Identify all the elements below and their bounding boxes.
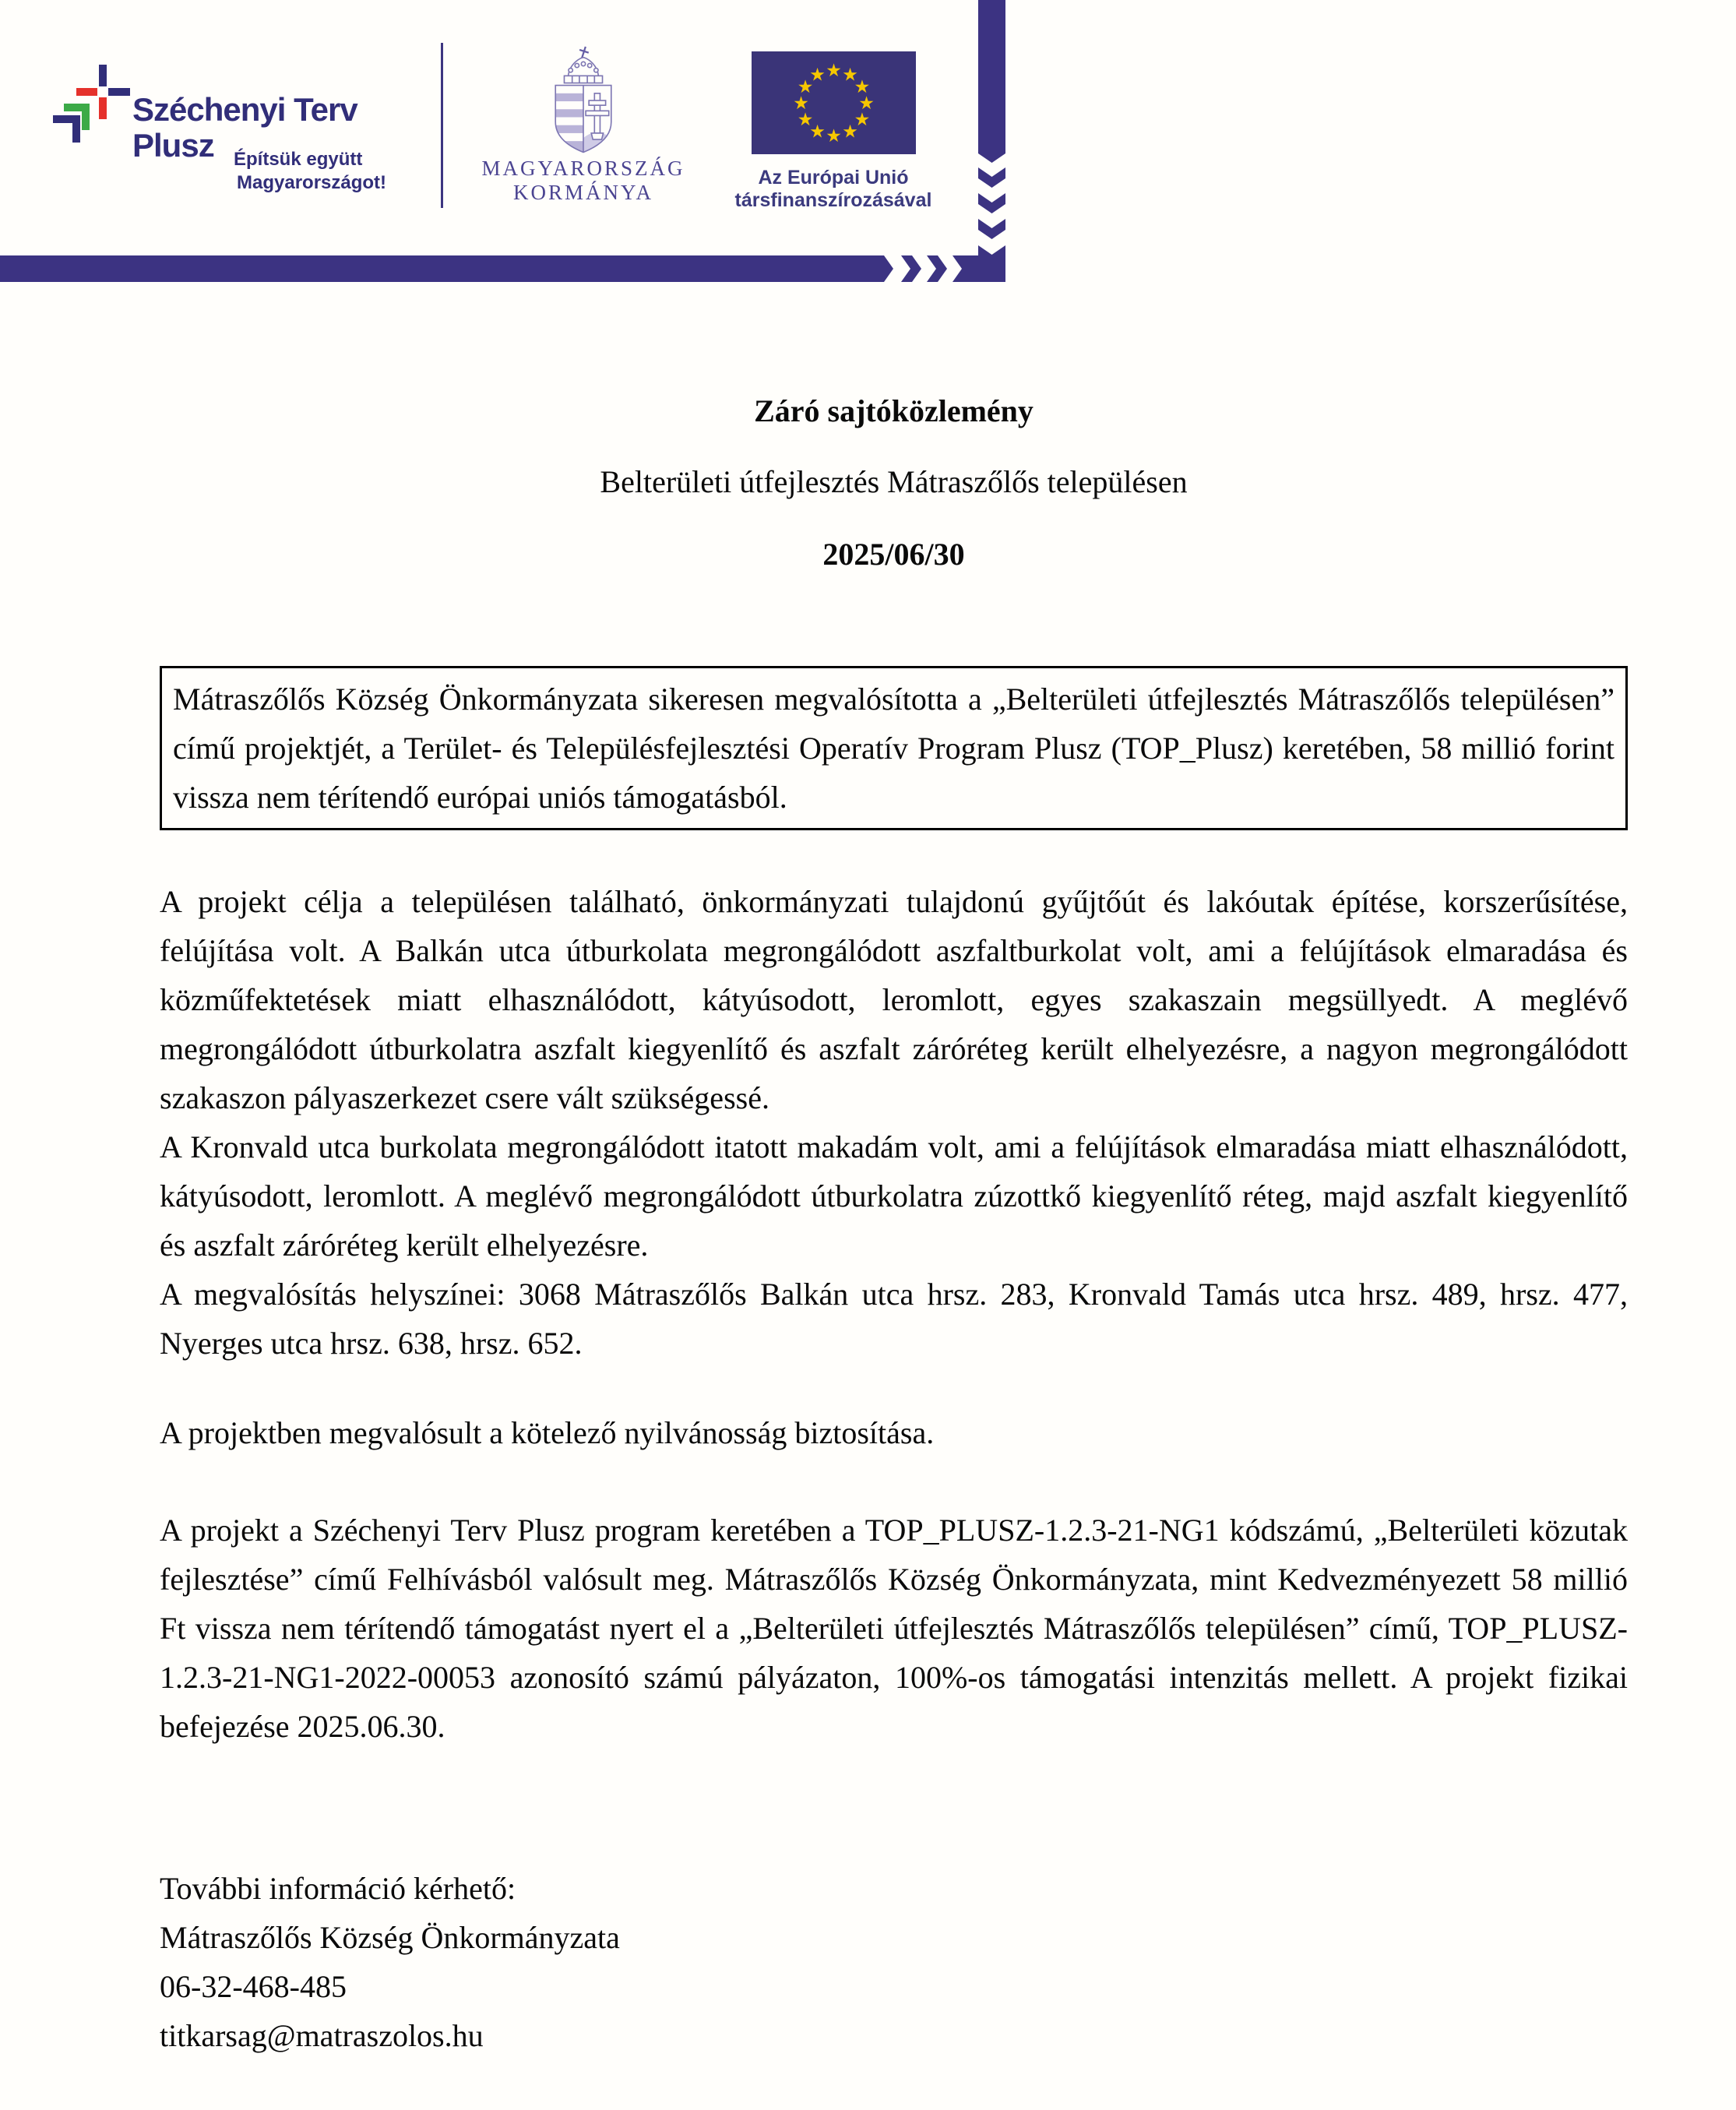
szechenyi-tagline-line1: Építsük együtt [234, 149, 363, 170]
svg-text:★: ★ [797, 110, 813, 130]
szechenyi-logo-icon [53, 65, 131, 143]
contact-phone: 06-32-468-485 [160, 1969, 347, 2004]
svg-text:★: ★ [841, 65, 858, 86]
eu-flag-icon [752, 51, 916, 154]
body-paragraph-1: A projekt célja a településen található, önkormányzati tulajdonú gyűjtőút és lakóutak építése, korszerűsítése, felújítása volt. A Balkán utca útburkolata megrongálódott aszfaltburkolat volt, ami a felújítások elmaradása és közműfektetések miatt elhasználódott, kátyúsodott, leromlott, egyes szakaszain megsüllyedt. A meglévő megrongálódott útburkolatra aszfalt kiegyenlítő és aszfalt záróréteg került elhelyezésre, a nagyon megrongálódott szakaszon pályaszerkezet csere vált szükségessé. [160, 884, 1628, 1115]
svg-text:★: ★ [854, 77, 870, 97]
svg-text:★: ★ [854, 110, 870, 130]
document-subtitle: Belterületi útfejlesztés Mátraszőlős településen [600, 464, 1188, 499]
eu-text-line2: társfinanszírozásával [734, 189, 932, 211]
press-release-content [160, 386, 1628, 2060]
header-logos [0, 0, 1736, 312]
contact-organization: Mátraszőlős Község Önkormányzata [160, 1920, 620, 1955]
eu-text-line1: Az Európai Unió [758, 167, 909, 188]
hungary-coat-of-arms-icon [548, 43, 619, 157]
szechenyi-tagline-line2: Magyarországot! [237, 172, 387, 193]
svg-text:★: ★ [825, 126, 842, 146]
lead-boxed-paragraph: Mátraszőlős Község Önkormányzata sikeresen megvalósította a „Belterületi útfejlesztés Mátraszőlős településen” című projektjét, a Terület- és Településfejlesztési Operatív Program Plusz (TOP_Plusz) keretében, 58 millió forint vissza nem térítendő európai uniós támogatásból. [160, 666, 1628, 830]
svg-text:★: ★ [841, 122, 858, 143]
body-paragraph-2: A Kronvald utca burkolata megrongálódott itatott makadám volt, ami a felújítások elmaradása miatt elhasználódott, kátyúsodott, leromlott. A meglévő megrongálódott útburkolatra zúzottkő kiegyenlítő réteg, majd aszfalt kiegyenlítő és aszfalt záróréteg került elhelyezésre. [160, 1129, 1628, 1263]
header-divider [441, 43, 443, 208]
government-line2: KORMÁNYA [512, 181, 653, 204]
government-logo-text [470, 157, 696, 205]
svg-text:★: ★ [808, 65, 826, 86]
svg-text:★: ★ [857, 93, 875, 114]
eu-cofinancing-text [720, 167, 946, 212]
svg-text:★: ★ [825, 61, 842, 81]
eu-cofinancing-logo [720, 51, 946, 212]
body-paragraph-4: A projektben megvalósult a kötelező nyilvánosság biztosítása. [160, 1415, 935, 1450]
body-paragraph-3: A megvalósítás helyszínei: 3068 Mátraszőlős Balkán utca hrsz. 283, Kronvald Tamás utca hrsz. 489, hrsz. 477, Nyerges utca hrsz. 638, hrsz. 652. [160, 1277, 1628, 1361]
contact-intro: További információ kérhető: [160, 1871, 516, 1906]
document-title: Záró sajtóközlemény [754, 393, 1034, 428]
svg-text:★: ★ [797, 77, 813, 97]
government-line1: MAGYARORSZÁG [481, 157, 685, 180]
svg-text:★: ★ [792, 93, 809, 114]
szechenyi-logo-line2: Plusz [132, 127, 214, 164]
szechenyi-logo-line1: Széchenyi Terv [132, 91, 357, 128]
svg-text:★: ★ [808, 122, 826, 143]
contact-block [160, 1864, 1628, 2060]
document-date: 2025/06/30 [822, 537, 965, 572]
szechenyi-logo-tagline [234, 148, 386, 195]
government-logo [470, 43, 696, 205]
contact-email: titkarsag@matraszolos.hu [160, 2018, 484, 2053]
body-paragraph-5: A projekt a Széchenyi Terv Plusz program keretében a TOP_PLUSZ-1.2.3-21-NG1 kódszámú, „Belterületi közutak fejlesztése” című Felhívásból valósult meg. Mátraszőlős Község Önkormányzata, mint Kedvezményezett 58 millió Ft vissza nem térítendő támogatást nyert el a „Belterületi útfejlesztés Mátraszőlős településen” című, TOP_PLUSZ-1.2.3-21-NG1-2022-00053 azonosító számú pályázaton, 100%-os támogatási intenzitás mellett. A projekt fizikai befejezése 2025.06.30. [160, 1513, 1628, 1744]
